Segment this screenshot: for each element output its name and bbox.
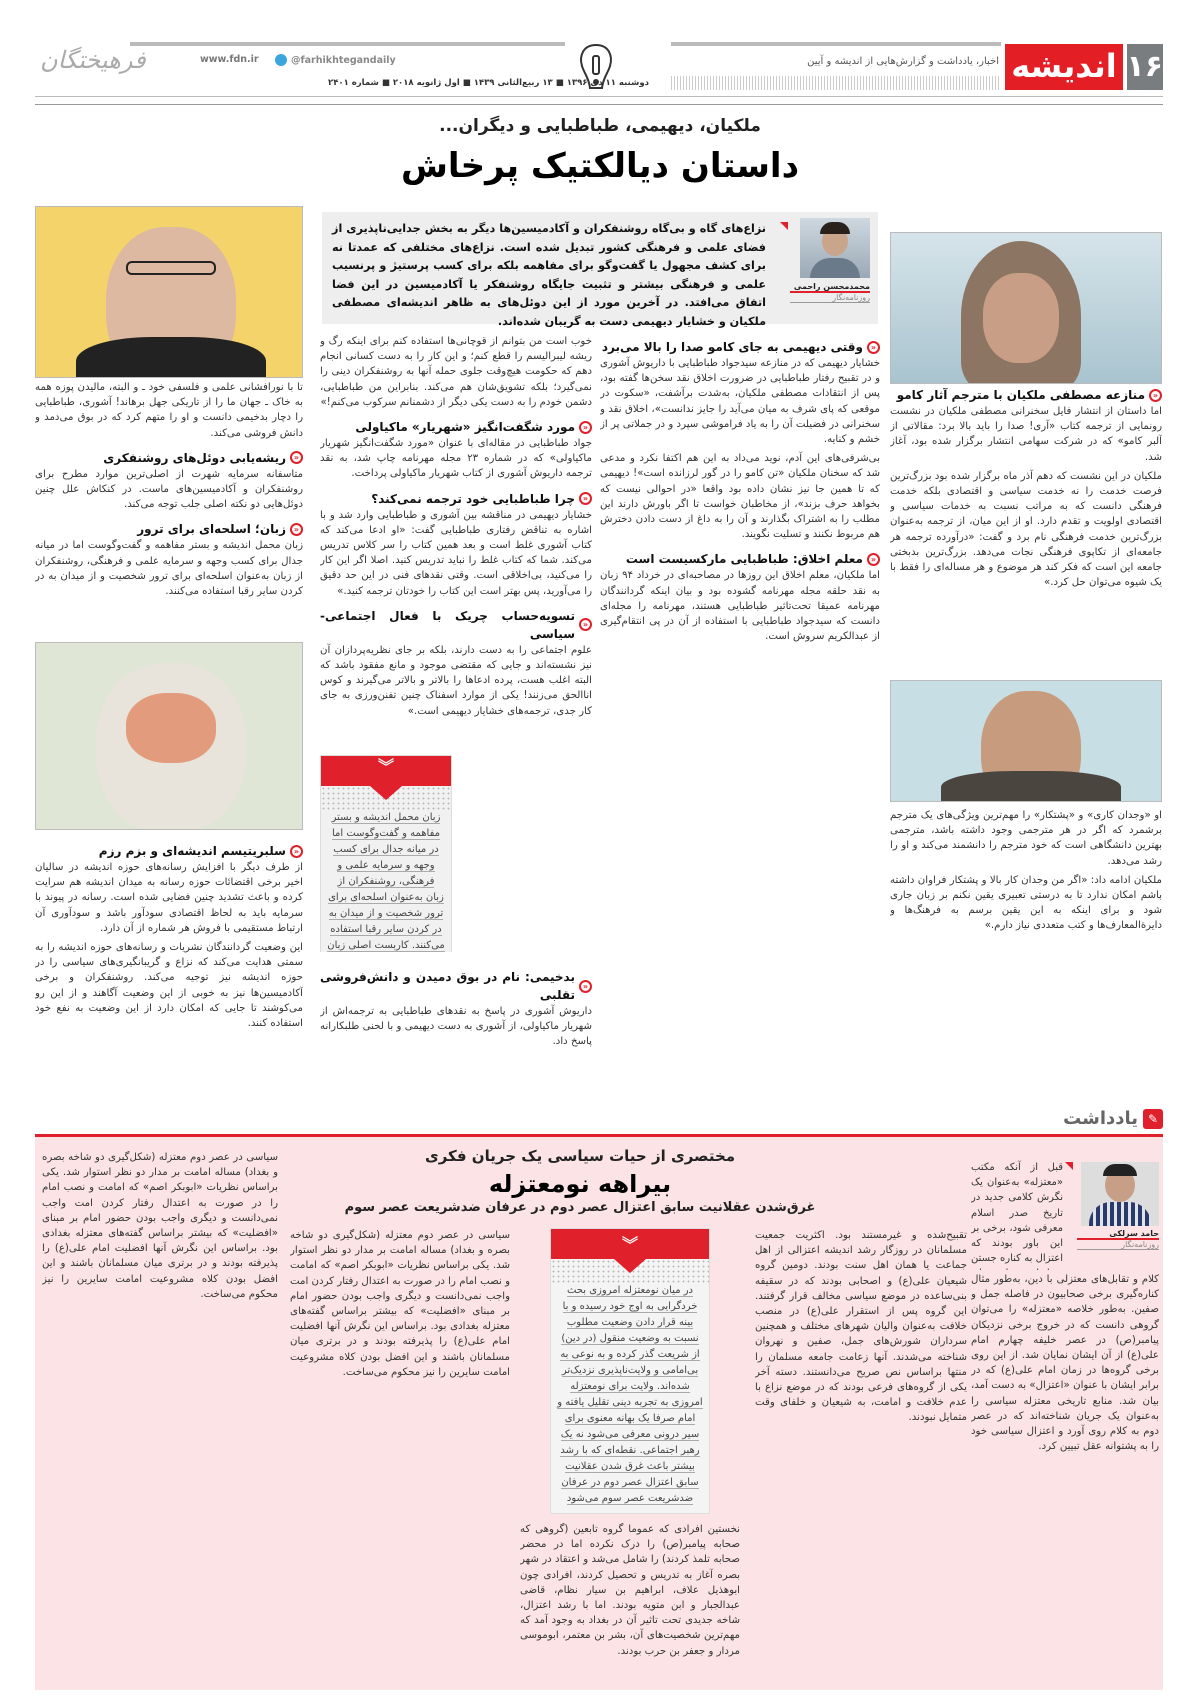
note-intro: قبل از آنکه مکتب «معتزله» به‌عنوان یک نگرش کلامی جدید در تاریخ صدر اسلام معرفی شود، برخی بر این باور بودند که اعتزال به کناره جستن — [971, 1162, 1063, 1265]
photo-ashouri — [35, 642, 303, 830]
divider — [35, 104, 1163, 105]
feature-column-4b — [35, 834, 303, 1100]
lead-text: نزاع‌های گاه و بی‌گاه روشنفکران و آکادمیسین‌ها دیگر به بخش جدایی‌ناپذیری از فضای علمی و فرهنگی کشور تبدیل شده است. نزاع‌های مختلفی که عمدتا نه برای کشف مجهول یا گفت‌وگو برای مفاهمه بلکه برای کسب پرستیژ و پرنسیب علمی و فرهنگی بیشتر و تثبیت جایگاه روشنفکر یا آکادمیسین در این فضا اتفاق می‌افتد. در آخرین مورد از این دوئل‌های به ظاهر اندیشه‌ای مصطفی ملکیان و خشایار دیهیمی دست به گریبان شده‌اند. — [332, 222, 766, 328]
paragraph: این وضعیت گردانندگان نشریات و رسانه‌های حوزه اندیشه را به سمتی هدایت می‌کند که نزاع و گریبانگیری‌های سیاسی را در حوزه اندیشه نیز توجیه می‌کند. روشنفکران و برخی آکادمیسین‌ها نیز به خوبی از این وضعیت آگاهند و از این رو می‌کوشند تا جایی که امکان دارد از این وضعیت به نفع خود استفاده کنند. — [35, 942, 303, 1030]
bullet-icon: « — [579, 980, 592, 993]
chevron-down-icon: ︾ — [377, 757, 394, 776]
note-author-name: حامد سرلکی — [1077, 1229, 1159, 1240]
section-logo: اندیشه — [1005, 44, 1123, 90]
red-marker-icon — [1065, 1162, 1073, 1170]
feature-column-2 — [600, 330, 880, 1100]
bullet-icon: « — [579, 421, 592, 434]
author-name: محمدمحسن راحمی — [790, 282, 870, 293]
note-pull-quote — [550, 1228, 710, 1514]
note-column-5: سیاسی در عصر دوم معتزله (شکل‌گیری دو شاخه بصره و بغداد) مساله امامت بر مدار دو نظر استوار شد. یکی براساس نظریات «ابوبکر اصم» که امامت و نصب امام را در صورت به اعتدال رفتار کردن امت واجب نمی‌دانست و دیگری واجب بودن حضور امام بر مبنای «افضلیت» که بیشتر براساس گفته‌های معتزله بغدادی بود. براساس این نگرش آنها افضلیت امام علی(ع) را پذیرفته بودند و در برتری میان مسلمانان باشند و این افضل بودن کلاه مشروعیت امامت سایرین را نیز محکوم می‌ساخت. — [42, 1152, 278, 1300]
bullet-icon: « — [290, 523, 303, 536]
note-author-photo — [1081, 1162, 1159, 1226]
paragraph: اما ملکیان، معلم اخلاق این روزها در مصاحبه‌ای در خرداد ۹۴ زبان به نقد حلقه مجله مهرنامه گشوده بود و بیان اینکه گردانندگان مهرنامه عمیقا تحت‌تاثیر طباطبایی هستند، مهرنامه را مجله‌ای دانست که سیدجواد طباطبایی با استفاده از آن در پی انتقام‌گیری از عبدالکریم سروش است. — [600, 570, 880, 643]
note-subhead: غرق‌شدن عقلانیت سابق اعتزال عصر دوم در عرفان ضدشریعت عصر سوم — [344, 1200, 816, 1215]
tagline: اخبار، یادداشت و گزارش‌هایی از اندیشه و آیین — [807, 56, 999, 67]
pull-quote-text: زبان محمل اندیشه و بستر مفاهمه و گفت‌وگوست اما در میانه جدال برای کسب وجهه و سرمایه علمی و فرهنگی، روشنفکران از زبان به‌عنوان اسلحه‌ای برای ترور شخصیت و از میدان به در کردن سایر رقبا استفاده می‌کنند. کاربست اصلی زبان — [327, 812, 445, 952]
paragraph: خشایار دیهیمی که در منازعه سیدجواد طباطبایی با داریوش آشوری و در تقبیح رفتار طباطبایی در ضرورت اخلاق نقد سخن‌ها گفته بود، پس از انتقادات مصطفی ملکیان، به‌شدت برآشفت، «سکوت در موقعی که پای شرف به میان می‌آید را جایز ندانست»، اخلاق نقد و سخنرانی در فضیلت آن را به یاد فراموشی سپرد و در جملاتی پر از خشم و کنایه. — [600, 358, 880, 446]
paragraph: داریوش آشوری در پاسخ به نقدهای طباطبایی به ترجمه‌اش از شهریار ماکیاولی، از آشوری به دست دیهیمی و با لحنی طلبکارانه پاسخ داد. — [320, 1006, 592, 1048]
telegram-handle[interactable] — [275, 54, 396, 66]
kicker: ملکیان، دیهیمی، طباطبایی و دیگران... — [439, 116, 761, 136]
subheading: زبان؛ اسلحه‌ای برای ترور — [137, 522, 286, 537]
author-role: روزنامه‌نگار — [790, 293, 870, 303]
bullet-icon: « — [867, 341, 880, 354]
lead-box — [322, 212, 878, 328]
telegram-text: @farhikhtegandaily — [291, 54, 396, 66]
note-column-3-wrap — [520, 1228, 740, 1683]
dateline: دوشنبه ۱۱ دی ۱۳۹۶ ■ ۱۳ ربیع‌الثانی ۱۴۳۹ ■ اول ژانویه ۲۰۱۸ ■ شماره ۲۴۰۱ — [328, 78, 649, 88]
note-headline: بیراهه نومعتزله — [488, 1170, 672, 1198]
paragraph: زبان محمل اندیشه و بستر مفاهمه و گفت‌وگوست اما در میانه جدال برای کسب وجهه و سرمایه علمی و فرهنگی، روشنفکران از زبان به‌عنوان اسلحه‌ای برای ترور شخصیت و از میدان به در کردن سایر رقبا استفاده می‌کنند. — [35, 540, 303, 598]
bullet-icon: « — [290, 845, 303, 858]
subheading: چرا طباطبایی خود ترجمه نمی‌کند؟ — [371, 491, 575, 506]
subheading: بدخیمی: نام در بوق دمیدن و دانش‌فروشی تقلبی — [320, 970, 575, 1002]
paragraph: متاسفانه سرمایه شهرت از اصلی‌ترین موارد مطرح برای روشنفکران و آکادمیسین‌های ماست. در کنکاش علل چنین دوئل‌هایی دو نکته اصلی جلب توجه می‌کند. — [35, 468, 303, 511]
subheading: معلم اخلاق: طباطبایی مارکسیست است — [625, 552, 863, 567]
note-column-3: نخستین افرادی که عموما گروه تابعین (گروهی که صحابه پیامبر(ص) را درک نکرده اما در محضر صحابه تلمذ کردند) را شامل می‌شد و اعتقاد در شهر بصره آغاز به تدریس و تحصیل کردند، افرادی چون ابوهذیل علاف، ابراهیم بن سیار نظام، قاضی عبدالجبار و ابن متویه بودند. اما با رشد اعتزال، شاخه جدیدی تحت تاثیر آن در بغداد به وجود آمد که مهم‌ترین شخصیت‌های آن، بشر بن معتمر، ابوموسی مردار و جعفر بن حرب بودند. — [520, 1524, 740, 1657]
subheading: منازعه مصطفی ملکیان با مترجم آثار کامو — [896, 388, 1145, 402]
page-number: ۱۶ — [1127, 44, 1163, 90]
subheading: مورد شگفت‌انگیز «شهریار» ماکیاولی — [355, 420, 575, 435]
header-hatch — [671, 76, 1001, 90]
note-column-1: کلام و تقابل‌های معتزلی با دین، به‌طور مثال کناره‌گیری برخی صحابیون در فاصله جمل و صفین. به‌طور خلاصه «معتزله» را می‌توان گروهی دانست که در خروج برخی نزدیکان پیامبر(ص) در عصر خلیفه چهارم امام علی(ع) از آن ایشان نمایان شد. از این روی برخی گروه‌ها در زمان امام علی(ع) که در برابر ایشان با عنوان «اعتزال» به دست آمد، بیان شد. منابع تاریخی معتزله سیاسی را به‌عنوان یک جریان شناخته‌اند که در عصر دوم به کلام روی آورد و اعتزال سیاسی خود را به پشتوانه عقل تبیین کرد. — [971, 1274, 1159, 1453]
note-pull-quote-text: در میان نومعتزله امروزی بحث خردگرایی به اوج خود رسیده و با بینه قرار دادن وضعیت مطلوب نسبت به وضعیت منقول (در دین) از شریعت گذر کرده و به نوعی به بی‌امامی و ولایت‌ناپذیری نزدیک‌تر شده‌اند. ولایت برای نومعتزله امروزی به تجربه دینی تقلیل یافته و امام صرفا یک بهانه معنوی برای سیر درونی معرفی می‌شود نه یک رهبر اجتماعی. نقطه‌ای که با رشد بیشتر باعث غرق شدن عقلانیت سابق اعتزال عصر دوم در عرفان ضدشریعت عصر سوم می‌شود — [557, 1285, 703, 1504]
feature-column-1 — [890, 386, 1162, 676]
headline: داستان دیالکتیک پرخاش — [400, 146, 800, 186]
chevron-down-icon: ︾ — [621, 1235, 638, 1254]
bullet-icon: « — [579, 492, 592, 505]
pen-icon: ✎ — [1143, 1109, 1163, 1129]
bullet-icon: « — [579, 618, 592, 631]
feature-column-4 — [35, 380, 303, 638]
bullet-icon: « — [1149, 389, 1162, 402]
paragraph: تا با نورافشانی علمی و فلسفی خود ـ و البته، مالیدن پوزه همه به خاک ـ جهان ما را از تاریکی جهل برهاند! آشوری، طباطبایی را دچار بدخیمی دانست و او را متهم کرد که در بوق می‌دمد و دانش فروشی می‌کند. — [35, 382, 303, 439]
divider — [35, 96, 1163, 97]
subheading: تسویه‌حساب چریک با فعال اجتماعی-سیاسی — [320, 608, 575, 641]
paragraph: بی‌شرفی‌های این آدم، نوید می‌داد به این هم اکتفا نکرد و مدعی شد که سخنان ملکیان «تن کامو را در گور لرزانده است»! دیهیمی که تا همین جا نیز نشان داده بود واقعا «در احوالی نیست که بخواهد حرف بزند»، از مخاطبان خواست تا اگر باورش دارند این مطلب را به اشتراک بگذارند و آن را به داغ از دست دادن دخترش هم مربوط نکنند و تسلیت نگویند. — [600, 453, 880, 541]
paragraph: خشایار دیهیمی در مناقشه بین آشوری و طباطبایی وارد شد و با اشاره به تناقض رفتاری طباطبایی گفت: «او ادعا می‌کند که کتاب آشوری غلط است و بعد همین کتاب را سر کلاس تدریس می‌کند. شما که کتاب غلط را نباید تدریس کنید. اصلا اگر این کار را می‌کنید، بی‌اخلاقی است. وقتی نقدهای فنی در این حد دقیق را می‌آورید، پس بهتر است این کتاب را خودتان ترجمه کنید.» — [320, 509, 592, 597]
author-box — [790, 212, 870, 324]
paragraph: خوب است من بتوانم از قوچانی‌ها استفاده کنم برای اینکه رگ و ریشه لیبرالیسم را قطع کنم؛ و این کار را به دست کسانی انجام دهم که حکومت هیچ‌وقت جلوی حمله آنها به روشنفکران دینی را نمی‌گیرد؛ بلکه تشویق‌شان هم می‌کند. بنابراین من طباطبایی، دشمن خودم را به دست یکی دیگر از دشمنانم سرکوب می‌کنم!» — [320, 336, 592, 408]
note-author-box — [1077, 1162, 1159, 1250]
subheading: سلبریتیسم اندیشه‌ای و بزم رزم — [98, 844, 286, 858]
note-column-4: سیاسی در عصر دوم معتزله (شکل‌گیری دو شاخه بصره و بغداد) مساله امامت بر مدار دو نظر استوار شد. یکی براساس نظریات «ابوبکر اصم» که امامت و نصب امام را در صورت به اعتدال رفتار کردن امت واجب نمی‌دانست و دیگری واجب بودن حضور امام بر مبنای «افضلیت» که بیشتر براساس گفته‌های معتزله بغدادی بود. براساس این نگرش آنها افضلیت امام علی(ع) را پذیرفته بودند و در برتری میان مسلمانان باشند و این افضل بودن کلاه مشروعیت امامت سایرین را نیز محکوم می‌ساخت. — [290, 1230, 510, 1378]
section-label — [1063, 1108, 1163, 1129]
paragraph: اما داستان از انتشار فایل سخنرانی مصطفی ملکیان در نشست رونمایی از ترجمه کتاب «آری! صدا را باید بالا برد: مقالاتی از آلبر کامو» که در شرکت سهامی انتشار برگزار شده بود، آغاز شد. — [890, 406, 1162, 463]
note-author-role: روزنامه‌نگار — [1077, 1240, 1159, 1250]
paragraph: جواد طباطبایی در مقاله‌ای با عنوان «مورد شگفت‌انگیز شهریار ماکیاولی» که در شماره ۲۳ مجله مهرنامه چاپ شد، به نقد ترجمه داریوش آشوری از کتاب شهریار ماکیاولی پرداخت. — [320, 438, 592, 480]
note-column-2: تقبیح‌شده و غیرمستند بود. اکثریت جمعیت مسلمانان در روزگار رشد اندیشه اعتزالی از اهل جماعت یا همان اهل سنت بودند. دومین گروه شیعیان علی(ع) و اصحابی بودند که در سقیفه بنی‌ساعده در موضع سیاسی مخالف قرار گرفتند. این گروه پس از استقرار علی(ع) در منصب خلافت به‌عنوان والیان شهرهای مختلف و همچنین سرداران شورش‌های جمل، صفین و نهروان شناخته می‌شدند. آنها زعامت جامعه مسلمان را منتها براساس نص صریح می‌دانستند. دسته آخر یکی از گروه‌های فرعی بودند که در موضع نزاع با عدم خلافت و امامت، به شیعیان و خلفای وقت متمایل نبودند. — [755, 1230, 967, 1424]
red-marker-icon — [780, 222, 788, 230]
header-rule — [671, 42, 1001, 46]
paragraph: ملکیان ادامه داد: «اگر من وجدان کار بالا و پشتکار فراوان داشته باشم امکان ندارد تا به درستی تعبیری یقین نکنم بر زبان جاری شود و برای اینکه به این یقین برسم به فرهنگ‌ها و دایرةالمعارف‌ها و کتب متعددی نیاز دارم.» — [890, 874, 1162, 932]
author-photo — [800, 218, 870, 278]
bullet-icon: « — [867, 553, 880, 566]
website-link[interactable]: www.fdn.ir — [200, 54, 259, 65]
subheading: وقتی دیهیمی به جای کامو صدا را بالا می‌برد — [601, 340, 863, 354]
paragraph: او «وجدان کاری» و «پشتکار» را مهم‌ترین ویژگی‌های یک مترجم برشمرد که اگر در هر مترجمی وجود داشته باشد، مترجمی بهترین دانشگاهی است که خود مترجم را دانشمند می‌کند و او را رشد می‌دهد. — [890, 810, 1162, 867]
paragraph: علوم اجتماعی را به دست دارند، بلکه بر جای نظریه‌پردازان آن نیز نشسته‌اند و جایی که مقتضی موجود و مانع مفقود باشد که البته اغلب هست، پرده ادعاها را بالاتر و بالاتر می‌گیرند و کوس اناالحق می‌زنند! یکی از موارد اسفناک چنین تفنن‌ورزی به جای کار جدی، ترجمه‌های خشایار دیهیمی است.» — [320, 644, 592, 717]
photo-dihimi — [890, 680, 1162, 802]
feature-column-3b — [320, 960, 592, 1100]
subheading: ریشه‌یابی دوئل‌های روشنفکری — [103, 450, 286, 465]
masthead-logo: فرهیختگان — [40, 46, 146, 74]
pull-quote — [320, 755, 452, 952]
paragraph: از طرف دیگر با افزایش رسانه‌های حوزه اندیشه در سالیان اخیر برخی اقتضائات حوزه رسانه به میدان اندیشه هم سرایت کرده و باعث تشدید چنین فضایی شده است. رسانه در پیوند با سرمایه باید به لحاظ اقتصادی سودآور باشد و سودآوری آن ارتباط مستقیمی با فروش هر شماره از آن دارد. — [35, 862, 303, 934]
photo-malekian — [890, 232, 1162, 384]
feature-column-1b — [890, 808, 1162, 1098]
telegram-icon — [275, 54, 287, 66]
section-label-text: یادداشت — [1063, 1108, 1138, 1129]
paragraph: ملکیان در این نشست که دهم آذر ماه برگزار شده بود بزرگ‌ترین فرصت خدمت را نه خدمت سیاسی و اقتصادی بلکه خدمت فرهنگی دانست که به مراتب نسبت به خدمات سیاسی و اقتصادی اولویت و تقدم دارد. او از این میان، از ترجمه به‌عنوان بزرگ‌ترین خدمت فرهنگی نام برد و گفت: «درآورده ترجمه هر جامعه‌ای از تکاپوی فرهنگی نجات می‌دهد. بزرگ‌ترین بدبختی جامعه این است که فکر کند هر موضوع و هر مساله‌ای را فقط با یک شیوه می‌توان حل کرد.» — [890, 470, 1162, 589]
bullet-icon: « — [290, 451, 303, 464]
photo-tabatabaei — [35, 206, 303, 378]
note-kicker: مختصری از حیات سیاسی یک جریان فکری — [424, 1147, 736, 1165]
feature-column-3 — [320, 330, 592, 952]
header-rule-left — [130, 42, 565, 46]
